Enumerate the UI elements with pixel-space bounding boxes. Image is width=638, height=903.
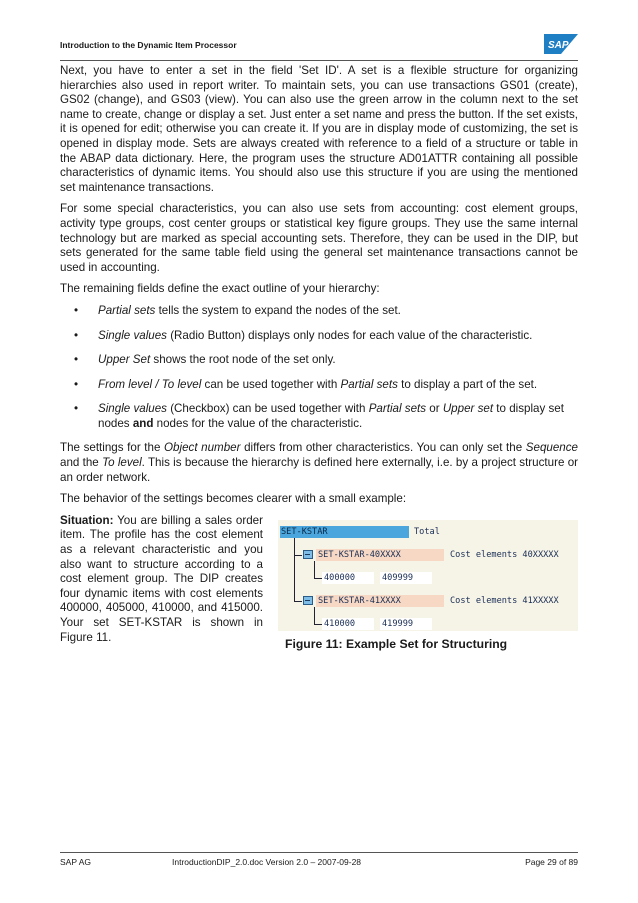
paragraph-set-id: Next, you have to enter a set in the field 'Set ID'. A set is a flexible structure for organizing hierarchies also used in report writer. To maintain sets, you can use transactions GS01 (create), GS02 (change), and GS03 (view). You can also use the green arrow in the column next to the set name to create, change or display a set. Just enter a set name and press the button. If the set exists, it is opened for edit; otherwise you can create it. If you are in display mode of customizing, the set is opened in display mode. Sets are always created with reference to a field of a structure or table in the ABAP data dictionary. Here, the program uses the structure AD01ATTR containing all possible characteristics of dynamic items. You should also use this structure if you are using the mentioned set maintenance transactions. — [60, 64, 578, 194]
tree-line — [294, 538, 295, 602]
tree-line — [294, 601, 302, 602]
set-node-name: SET-KSTAR-40XXXX — [316, 549, 444, 561]
tree-line — [314, 561, 315, 578]
situation-label: Situation: — [60, 513, 114, 527]
term-partial-sets: Partial sets — [98, 303, 156, 317]
term-upper-set: Upper Set — [98, 353, 151, 367]
sap-logo-text: SAP — [548, 40, 569, 51]
set-node-name: SET-KSTAR-41XXXX — [316, 595, 444, 607]
tree-line — [314, 607, 315, 624]
value-from: 410000 — [322, 618, 374, 630]
paragraph-accounting-sets: For some special characteristics, you can also use sets from accounting: cost element groups, activity type groups, cost center groups or statistical key figure groups. They use the same internal technology but are marked as special accounting sets. Therefore, they can be used in the DIP, but sets generated for the same table field using the general set maintenance transactions cannot be used in accounting. — [60, 202, 578, 274]
footer-company: SAP AG — [60, 857, 92, 867]
tree-line — [314, 578, 322, 579]
set-node-desc: Cost elements 41XXXXX — [450, 595, 559, 606]
example-section — [60, 514, 578, 664]
tree-line — [294, 555, 302, 556]
page-header — [60, 34, 578, 60]
term-single-values-radio: Single values — [98, 328, 167, 342]
situation-text: Situation: You are billing a sales order item. The profile has the cost element as a relevant characteristic and you also want to structure according to a cost element group. The DIP creates four dynamic items with cost elements 400000, 405000, 410000, and 415000. Your set SET-KSTAR is shown in Figure 11. — [60, 513, 263, 644]
bullet-icon: • — [74, 353, 79, 367]
folder-node-icon — [303, 550, 313, 559]
folder-node-icon — [303, 596, 313, 605]
header-divider — [60, 60, 578, 61]
list-item: • Upper Set shows the root node of the set only. — [74, 353, 336, 367]
value-to: 409999 — [380, 572, 432, 584]
term-from-to-level: From level / To level — [98, 377, 202, 391]
settings-bullet-list — [60, 304, 578, 432]
value-to: 419999 — [380, 618, 432, 630]
root-set-name: SET-KSTAR — [280, 526, 409, 538]
root-set-desc: Total — [414, 526, 440, 537]
list-item: • Partial sets tells the system to expand the nodes of the set. — [74, 303, 401, 317]
tree-line — [314, 624, 322, 625]
page-content — [60, 64, 578, 664]
header-title: Introduction to the Dynamic Item Processor — [60, 40, 237, 50]
footer-document: IntroductionDIP_2.0.doc Version 2.0 – 2007-09-28 — [172, 857, 362, 867]
set-hierarchy-figure — [278, 520, 578, 631]
bullet-icon: • — [74, 402, 79, 416]
figure-caption: Figure 11: Example Set for Structuring — [285, 636, 508, 651]
footer-page-number: Page 29 of 89 — [525, 857, 578, 867]
list-item: • From level / To level can be used together with Partial sets to display a part of the set. — [74, 377, 538, 391]
sap-logo — [544, 34, 578, 54]
bullet-icon: • — [74, 303, 79, 317]
set-node-desc: Cost elements 40XXXXX — [450, 549, 559, 560]
list-item: • Single values (Checkbox) can be used together with Partial sets or Upper set to display set nodes and nodes for the value of the characteristic. — [74, 402, 564, 430]
paragraph-remaining-fields: The remaining fields define the exact outline of your hierarchy: — [60, 282, 380, 296]
paragraph-object-number: The settings for the Object number differs from other characteristics. You can only set the Sequence and the To level. This is because the hierarchy is defined here externally, i.e. by a project structure or an order network. — [60, 441, 578, 484]
bullet-icon: • — [74, 377, 79, 391]
term-single-values-checkbox: Single values — [98, 402, 167, 416]
paragraph-example-intro: The behavior of the settings becomes clearer with a small example: — [60, 492, 407, 506]
footer-divider — [60, 852, 578, 853]
bullet-icon: • — [74, 328, 79, 342]
list-item: • Single values (Radio Button) displays only nodes for each value of the characteristic. — [74, 328, 533, 342]
value-from: 400000 — [322, 572, 374, 584]
